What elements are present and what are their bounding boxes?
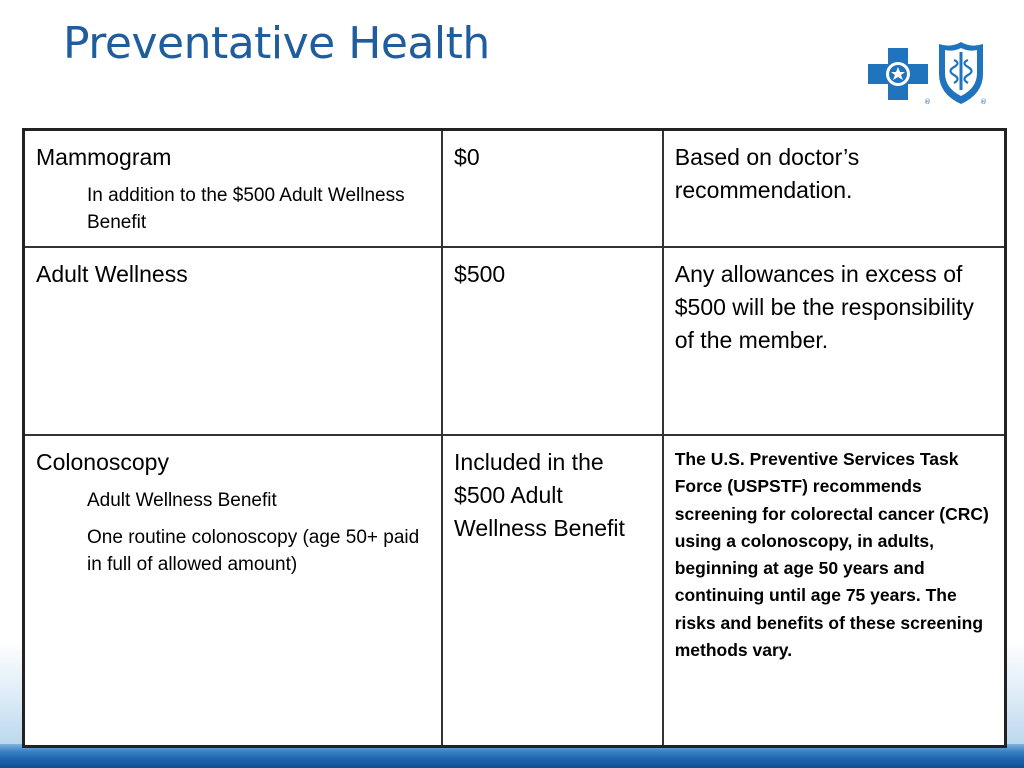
page-title: Preventative Health [63, 18, 490, 69]
bcbs-logos [868, 40, 990, 108]
service-cell [24, 435, 443, 746]
amount-cell: $0 [442, 130, 663, 248]
benefits-table [22, 128, 1007, 748]
details-cell: Based on doctor’s recommendation. [663, 130, 1006, 248]
table-row [24, 247, 1006, 435]
registered-mark: ® [924, 98, 931, 106]
details-cell: Any allowances in excess of $500 will be the responsibility of the member. [663, 247, 1006, 435]
blue-shield-logo-icon [939, 42, 983, 104]
details-cell [663, 435, 1006, 746]
table-row [24, 435, 1006, 746]
service-cell [24, 130, 443, 248]
footer-bar [0, 744, 1024, 768]
uspstf-note: The U.S. Preventive Services Task Force (USPSTF) recommends screening for colorectal cancer (CRC) using a colonoscopy, in adults, beginning at age 50 years and continuing until age 75 years. The risks and benefits of these screening methods vary. [674, 449, 989, 661]
amount-cell: Included in the $500 Adult Wellness Benefit [442, 435, 663, 746]
service-note: Adult Wellness Benefit [87, 490, 277, 511]
registered-mark: ® [980, 98, 987, 106]
table-row [24, 130, 1006, 248]
service-note: In addition to the $500 Adult Wellness Benefit [87, 185, 405, 233]
service-cell [24, 247, 443, 435]
service-note: One routine colonoscopy (age 50+ paid in full of allowed amount) [87, 527, 420, 575]
service-name: Mammogram [36, 144, 172, 170]
service-name: Adult Wellness [36, 261, 188, 287]
service-name: Colonoscopy [36, 449, 169, 475]
amount-cell: $500 [442, 247, 663, 435]
blue-cross-logo-icon [868, 48, 928, 100]
